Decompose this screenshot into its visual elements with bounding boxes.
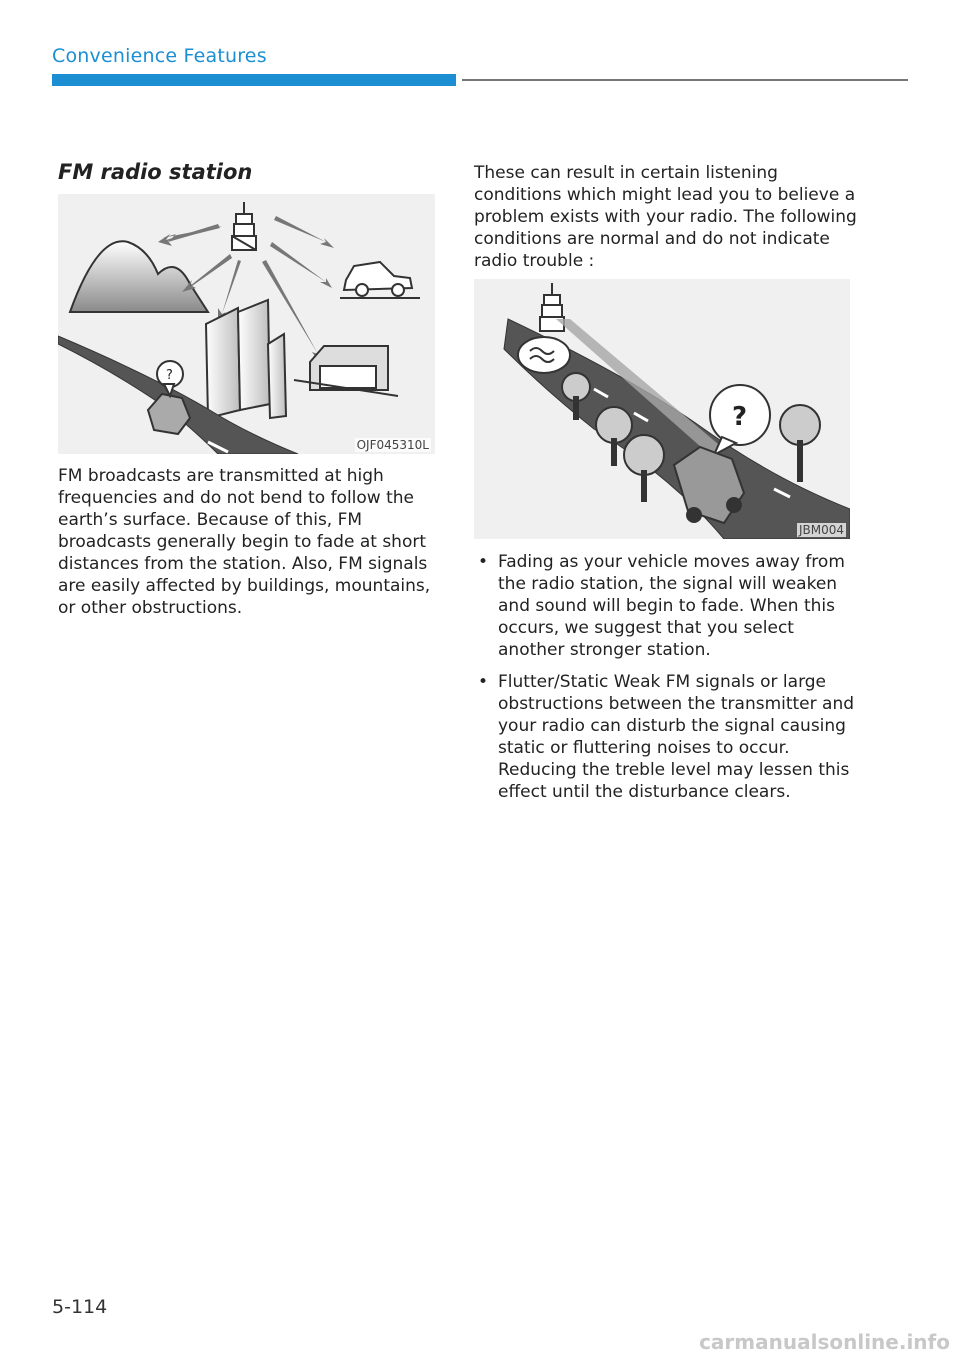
- header-accent-bar: [52, 74, 456, 86]
- radio-tower-icon: [540, 283, 564, 331]
- list-item-text: Flutter/Static Weak FM signals or large obstructions between the transmitter and your radio can disturb the signal causing static or fluttering noises to occur. Reducing the treble level may lessen this effect until the disturbance clears.: [498, 672, 855, 802]
- list-item-text: Fading as your vehicle moves away from the radio station, the signal will weaken and sound will begin to fade. When this occurs, we suggest that you select another stronger station.: [498, 552, 845, 660]
- header-title: Convenience Features: [52, 45, 267, 67]
- music-bubble-icon: [518, 337, 570, 373]
- conditions-list: [474, 551, 860, 813]
- section-title: FM radio station: [58, 160, 253, 184]
- intro-paragraph: These can result in certain listening conditions which might lead you to believe a problem exists with your radio. The following conditions are normal and do not indicate radio trouble :: [474, 163, 857, 271]
- question-mark-label: ?: [732, 402, 748, 432]
- car-icon: [340, 262, 420, 298]
- fm-paragraph: FM broadcasts are transmitted at high frequencies and do not bend to follow the earth’s surface. Because of this, FM broadcasts generally begin to fade at short distances from the station. Also, FM signals are easily affected by buildings, mountains, or other obstructions.: [58, 466, 431, 618]
- buildings-shape: [206, 300, 286, 418]
- radio-tower-icon: [232, 202, 256, 250]
- fm-station-figure: [58, 194, 435, 454]
- fading-illustration: [474, 279, 850, 539]
- fm-station-illustration: [58, 194, 435, 454]
- figure-code: JBM004: [798, 523, 844, 537]
- list-item: [474, 671, 860, 803]
- bullet-symbol: •: [478, 672, 489, 692]
- fading-figure: [474, 279, 850, 539]
- mountain-shape: [70, 241, 208, 312]
- tunnel-icon: [294, 346, 398, 396]
- header-divider: [462, 79, 908, 81]
- bullet-symbol: •: [478, 552, 489, 572]
- watermark: carmanualsonline.info: [699, 1330, 950, 1354]
- figure-code: OJF045310L: [356, 438, 429, 452]
- list-item: [474, 551, 860, 661]
- page-number: 5-114: [52, 1296, 108, 1318]
- question-mark-label: ?: [166, 368, 173, 383]
